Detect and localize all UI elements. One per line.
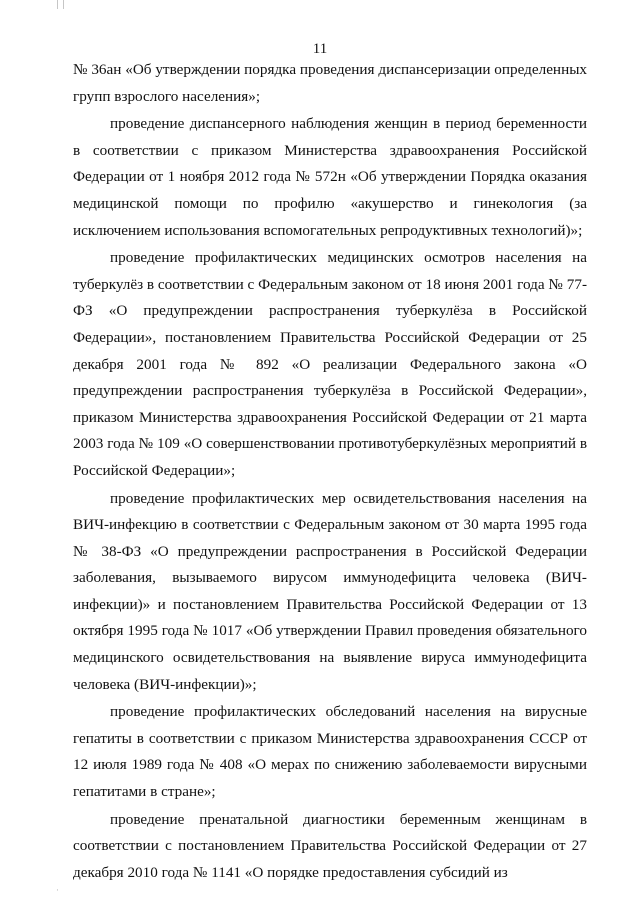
paragraph-pregnancy-monitoring: проведение диспансерного наблюдения женщин в период беременности в соответствии с приказом Министерства здравоохранения Российской Федерации от 1 ноября 2012 года № 572н «Об утверждении Порядка оказания медицинской помощи по профилю «акушерство и гинекология (за исключением использования вспомогательных репродуктивных технологий)»; [73, 115, 587, 239]
paragraph-prenatal-diagnostics: проведение пренатальной диагностики беременным женщинам в соответствии с постановлением Правительства Российской Федерации от 27 декабря 2010 года № 1141 «О порядке предоставления субсидий из [73, 810, 587, 881]
paragraph-hiv-testing: проведение профилактических мер освидетельствования населения на ВИЧ-инфекцию в соответствии с Федеральным законом от 30 марта 1995 года № 38-ФЗ «О предупреждении распространения в Российской Федерации заболевания, вызываемого вирусом иммунодефицита человека (ВИЧ-инфекции)» и постановлением Правительства Российской Федерации от 13 октября 1995 года № 1017 «Об утверждении Правил проведения обязательного медицинского освидетельствования на выявление вируса иммунодефицита человека (ВИЧ-инфекции)»; [73, 489, 587, 693]
scan-artifact-top: | | [56, 0, 65, 10]
page-number: 11 [312, 41, 328, 57]
paragraph-hepatitis-screening: проведение профилактических обследований населения на вирусные гепатиты в соответствии с приказом Министерства здравоохранения СССР от 12 июля 1989 года № 408 «О мерах по снижению заболеваемости вирусными гепатитами в стране»; [73, 703, 587, 801]
paragraph-continuation: № 36ан «Об утверждении порядка проведения диспансеризации определенных групп взрослого населения»; [73, 61, 587, 105]
scan-artifact-bottom: · [56, 886, 59, 896]
paragraph-tuberculosis-screening: проведение профилактических медицинских осмотров населения на туберкулёз в соответствии с Федеральным законом от 18 июня 2001 года № 77-ФЗ «О предупреждении распространения туберкулёза в Российской Федерации», постановлением Правительства Российской Федерации от 25 декабря 2001 года № 892 «О реализации Федерального закона «О предупреждении распространения туберкулёза в Российской Федерации», приказом Министерства здравоохранения Российской Федерации от 21 марта 2003 года № 109 «О совершенствовании противотуберкулёзных мероприятий в Российской Федерации»; [73, 249, 587, 479]
document-body [73, 57, 587, 886]
